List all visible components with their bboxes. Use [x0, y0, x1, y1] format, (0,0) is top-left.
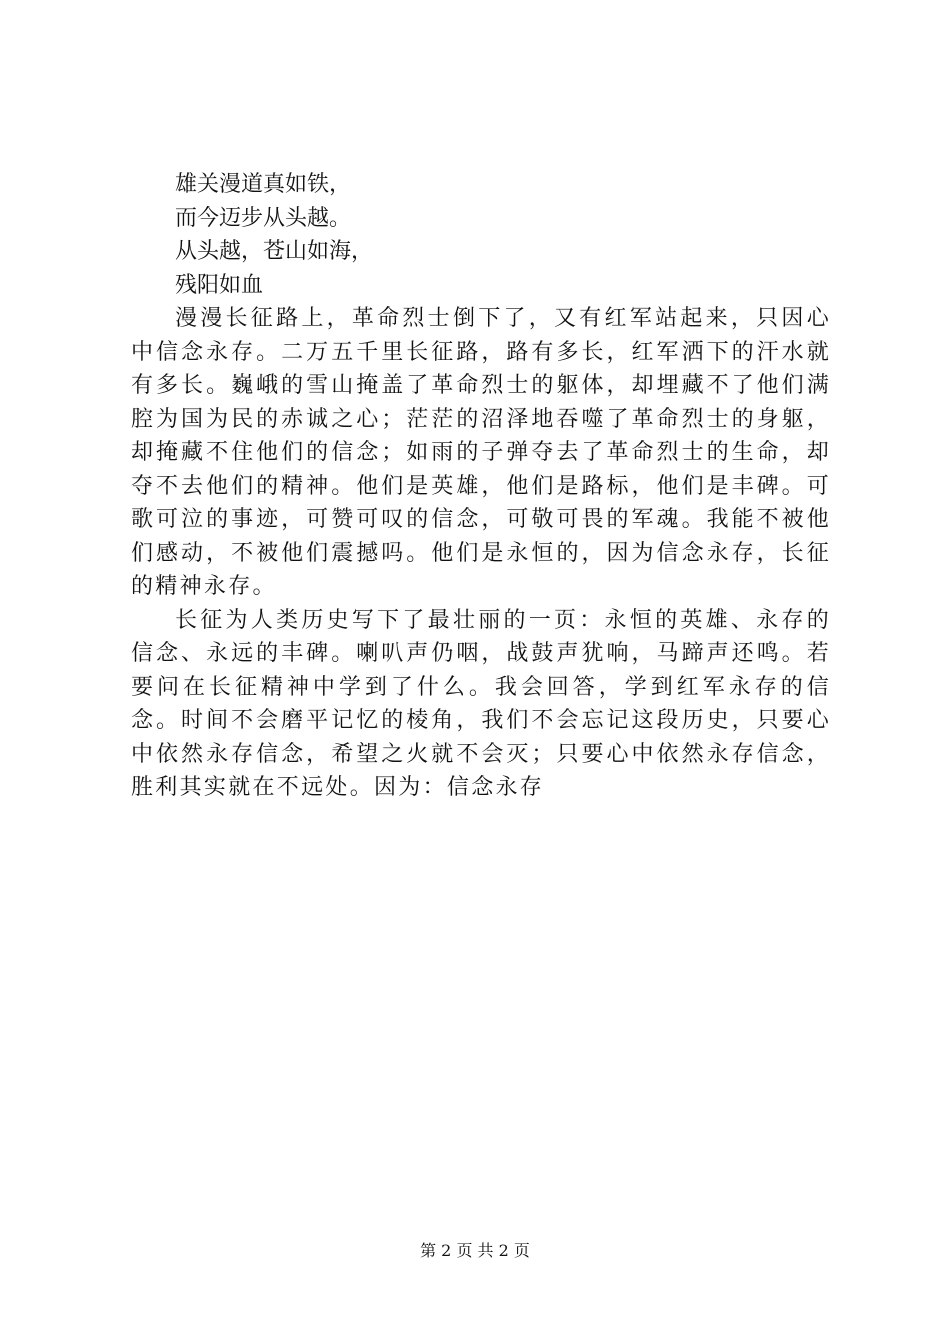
page-footer: 第 2 页 共 2 页 — [420, 1241, 530, 1260]
poem-line: 雄关漫道真如铁， — [175, 172, 352, 197]
poem-line: 残阳如血 — [175, 272, 264, 298]
poem-block — [131, 168, 831, 302]
poem-line: 从头越，苍山如海， — [175, 239, 374, 264]
poem-line: 而今迈步从头越。 — [175, 205, 352, 231]
body-paragraph: 漫漫长征路上，革命烈士倒下了，又有红军站起来，只因心中信念永存。二万五千里长征路，路有多长，红军洒下的汗水就有多长。巍峨的雪山掩盖了革命烈士的躯体，却埋藏不了他们满腔为国为民的赤诚之心；茫茫的沼泽地吞噬了革命烈士的身躯，却掩藏不住他们的信念；如雨的子弹夺去了革命烈士的生命，却夺不去他们的精神。他们是英雄，他们是路标，他们是丰碑。可歌可泣的事迹，可赞可叹的信念，可敬可畏的军魂。我能不被他们感动，不被他们震撼吗。他们是永恒的，因为信念永存，长征的精神永存。 — [131, 306, 831, 599]
document-body — [131, 168, 831, 805]
body-paragraph: 长征为人类历史写下了最壮丽的一页：永恒的英雄、永存的信念、永远的丰碑。喇叭声仍咽，战鼓声犹响，马蹄声还鸣。若要问在长征精神中学到了什么。我会回答，学到红军永存的信念。时间不会磨平记忆的棱角，我们不会忘记这段历史，只要心中依然永存信念，希望之火就不会灭；只要心中依然永存信念，胜利其实就在不远处。因为：信念永存 — [131, 607, 831, 800]
